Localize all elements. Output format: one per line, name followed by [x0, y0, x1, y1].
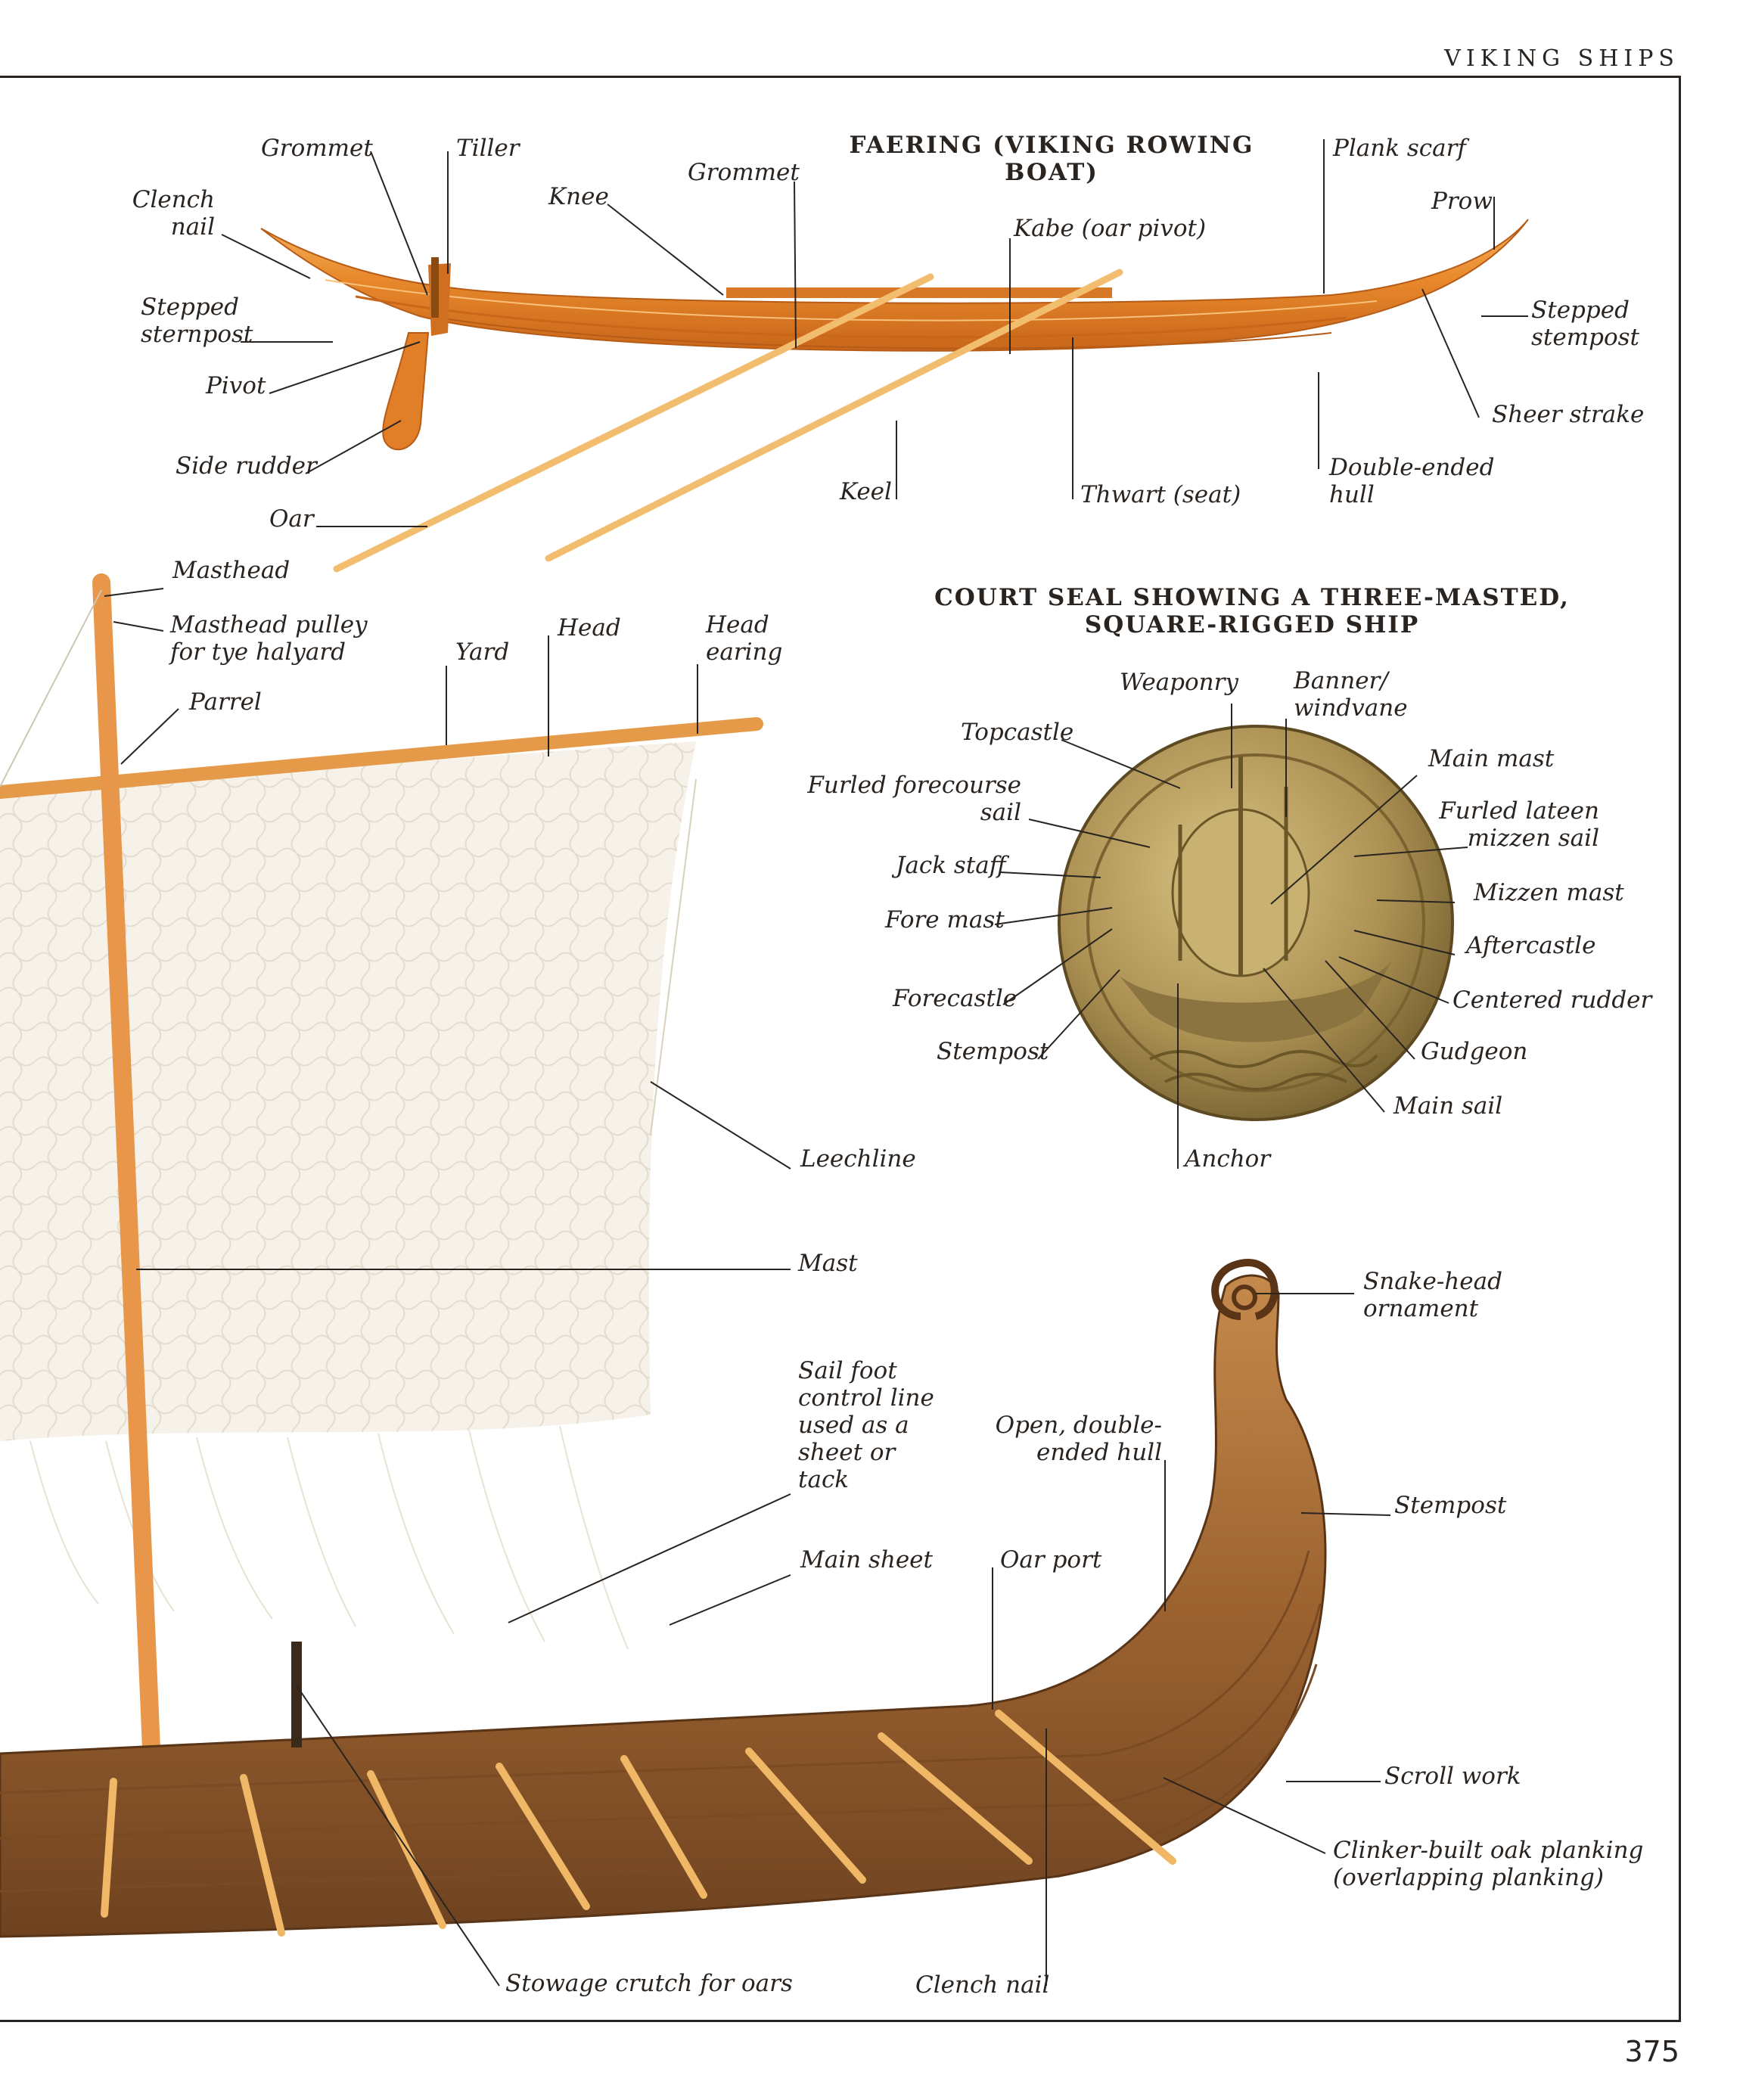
label-longship-stempost: Stempost — [1394, 1492, 1507, 1519]
label-scroll-work: Scroll work — [1384, 1763, 1521, 1790]
label-parrel: Parrel — [189, 688, 262, 716]
faering-hull — [261, 219, 1528, 351]
label-sail-foot: Sail foot control line used as a sheet or tack — [798, 1357, 934, 1493]
court-seal — [1059, 726, 1452, 1120]
label-main-sail: Main sail — [1393, 1092, 1503, 1120]
label-knee: Knee — [548, 183, 609, 210]
seal-title: COURT SEAL SHOWING A THREE-MASTED, SQUARE-RIGGED SHIP — [934, 584, 1570, 638]
label-mizzen-mast: Mizzen mast — [1474, 879, 1624, 906]
label-sheer-strake: Sheer strake — [1492, 401, 1645, 428]
label-fore-mast: Fore mast — [885, 906, 1005, 934]
label-aftercastle: Aftercastle — [1466, 932, 1596, 959]
label-anchor: Anchor — [1185, 1145, 1271, 1173]
label-double-ended-hull: Double-ended hull — [1329, 454, 1495, 508]
label-kabe: Kabe (oar pivot) — [1014, 215, 1207, 242]
label-centered-rudder: Centered rudder — [1452, 986, 1652, 1014]
label-clench-nail: Clench nail — [132, 186, 215, 241]
label-pivot: Pivot — [206, 372, 266, 399]
page-number: 375 — [1624, 2035, 1679, 2068]
label-grommet-left: Grommet — [261, 135, 373, 162]
label-main-mast: Main mast — [1428, 745, 1555, 772]
label-yard: Yard — [455, 638, 510, 666]
label-weaponry: Weaponry — [1120, 669, 1238, 696]
label-masthead-pulley: Masthead pulley for tye halyard — [170, 611, 368, 666]
label-gudgeon: Gudgeon — [1421, 1038, 1528, 1065]
label-stepped-stempost: Stepped stempost — [1531, 297, 1639, 351]
label-keel: Keel — [840, 478, 892, 505]
label-banner: Banner/ windvane — [1294, 667, 1408, 722]
label-leechline: Leechline — [800, 1145, 916, 1173]
label-forecastle: Forecastle — [893, 985, 1018, 1012]
running-head: VIKING SHIPS — [1444, 45, 1679, 72]
label-furled-forecourse: Furled forecourse sail — [807, 772, 1021, 826]
label-stepped-sternpost: Stepped sternpost — [141, 294, 253, 348]
faering-title: FAERING (VIKING ROWING BOAT) — [849, 132, 1254, 186]
label-furled-lateen: Furled lateen mizzen sail — [1439, 797, 1599, 852]
label-main-sheet: Main sheet — [800, 1546, 933, 1573]
label-stowage: Stowage crutch for oars — [505, 1970, 793, 1997]
label-topcastle: Topcastle — [961, 719, 1074, 746]
label-oar: Oar — [269, 505, 314, 533]
sail-rig — [0, 582, 757, 1749]
label-plank-scarf: Plank scarf — [1333, 135, 1466, 162]
label-tiller: Tiller — [456, 135, 520, 162]
label-jack-staff: Jack staff — [896, 852, 1006, 879]
label-mast: Mast — [798, 1250, 858, 1277]
label-thwart: Thwart (seat) — [1080, 481, 1241, 508]
label-head-earing: Head earing — [706, 611, 783, 666]
label-longship-clench-nail: Clench nail — [915, 1971, 1050, 1999]
label-clinker: Clinker-built oak planking (overlapping planking) — [1333, 1837, 1644, 1891]
label-seal-stempost: Stempost — [937, 1038, 1049, 1065]
label-open-hull: Open, double- ended hull — [995, 1412, 1162, 1466]
label-prow: Prow — [1431, 188, 1493, 215]
faering-boat — [261, 219, 1528, 569]
side-rudder — [383, 333, 428, 449]
label-head: Head — [558, 614, 621, 641]
label-side-rudder: Side rudder — [176, 452, 317, 480]
label-masthead: Masthead — [172, 557, 290, 584]
label-snake-head: Snake-head ornament — [1363, 1268, 1502, 1322]
label-oar-port: Oar port — [1000, 1546, 1102, 1573]
label-grommet-mid: Grommet — [688, 159, 800, 186]
